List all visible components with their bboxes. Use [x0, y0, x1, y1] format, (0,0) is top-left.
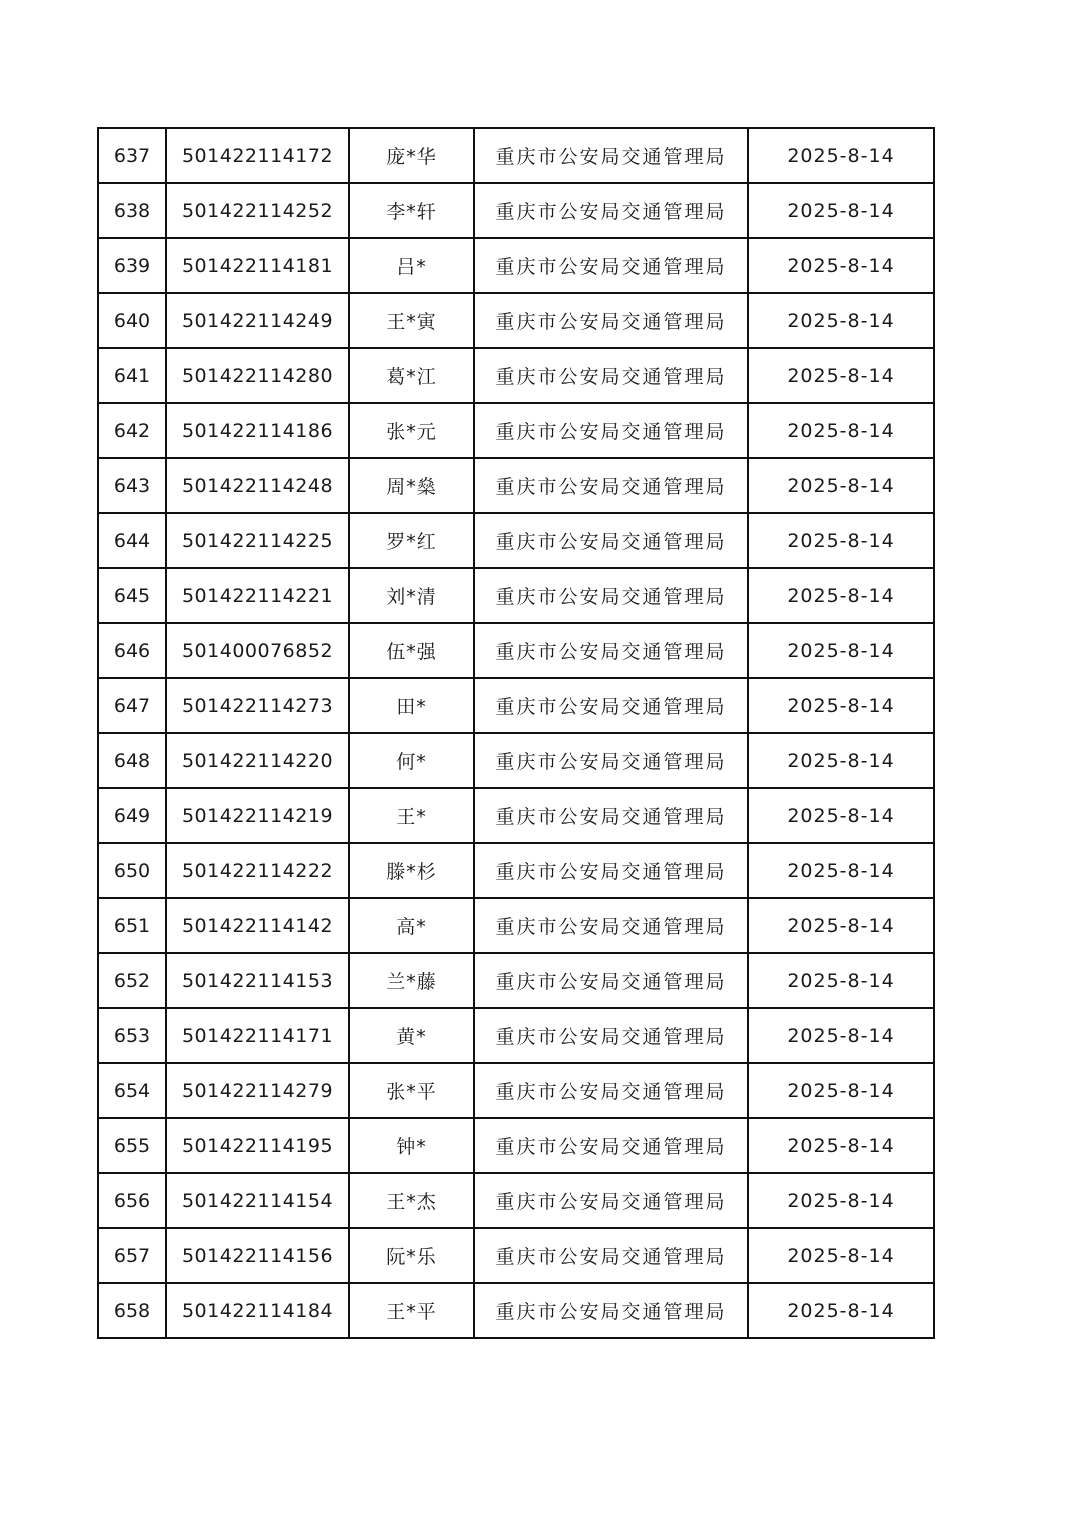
organization-cell: 重庆市公安局交通管理局: [474, 238, 748, 293]
table-row: [98, 238, 934, 293]
organization-cell: 重庆市公安局交通管理局: [474, 1228, 748, 1283]
row-number-cell: 658: [98, 1283, 166, 1338]
table-row: [98, 1173, 934, 1228]
record-id-cell: 501422114181: [166, 238, 349, 293]
table-row: [98, 1283, 934, 1338]
table-row: [98, 1063, 934, 1118]
name-cell: 兰*藤: [349, 953, 474, 1008]
organization-cell: 重庆市公安局交通管理局: [474, 1008, 748, 1063]
organization-cell: 重庆市公安局交通管理局: [474, 128, 748, 183]
organization-cell: 重庆市公安局交通管理局: [474, 183, 748, 238]
table-row: [98, 458, 934, 513]
table-row: [98, 898, 934, 953]
row-number-cell: 651: [98, 898, 166, 953]
table-row: [98, 843, 934, 898]
date-cell: 2025-8-14: [748, 183, 934, 238]
name-cell: 刘*清: [349, 568, 474, 623]
records-table-body: [98, 128, 934, 1338]
row-number-cell: 642: [98, 403, 166, 458]
name-cell: 阮*乐: [349, 1228, 474, 1283]
row-number-cell: 652: [98, 953, 166, 1008]
organization-cell: 重庆市公安局交通管理局: [474, 788, 748, 843]
name-cell: 周*燊: [349, 458, 474, 513]
name-cell: 黄*: [349, 1008, 474, 1063]
name-cell: 庞*华: [349, 128, 474, 183]
row-number-cell: 637: [98, 128, 166, 183]
date-cell: 2025-8-14: [748, 1228, 934, 1283]
organization-cell: 重庆市公安局交通管理局: [474, 953, 748, 1008]
table-row: [98, 953, 934, 1008]
record-id-cell: 501422114172: [166, 128, 349, 183]
row-number-cell: 656: [98, 1173, 166, 1228]
record-id-cell: 501422114220: [166, 733, 349, 788]
row-number-cell: 644: [98, 513, 166, 568]
name-cell: 田*: [349, 678, 474, 733]
table-row: [98, 128, 934, 183]
table-row: [98, 568, 934, 623]
row-number-cell: 638: [98, 183, 166, 238]
records-table: [97, 127, 935, 1339]
record-id-cell: 501422114154: [166, 1173, 349, 1228]
record-id-cell: 501422114252: [166, 183, 349, 238]
record-id-cell: 501422114222: [166, 843, 349, 898]
table-row: [98, 623, 934, 678]
row-number-cell: 653: [98, 1008, 166, 1063]
row-number-cell: 643: [98, 458, 166, 513]
organization-cell: 重庆市公安局交通管理局: [474, 1173, 748, 1228]
date-cell: 2025-8-14: [748, 458, 934, 513]
date-cell: 2025-8-14: [748, 843, 934, 898]
row-number-cell: 648: [98, 733, 166, 788]
name-cell: 张*元: [349, 403, 474, 458]
record-id-cell: 501422114142: [166, 898, 349, 953]
organization-cell: 重庆市公安局交通管理局: [474, 293, 748, 348]
name-cell: 李*轩: [349, 183, 474, 238]
organization-cell: 重庆市公安局交通管理局: [474, 1118, 748, 1173]
table-row: [98, 1118, 934, 1173]
date-cell: 2025-8-14: [748, 1283, 934, 1338]
date-cell: 2025-8-14: [748, 733, 934, 788]
date-cell: 2025-8-14: [748, 1118, 934, 1173]
date-cell: 2025-8-14: [748, 348, 934, 403]
organization-cell: 重庆市公安局交通管理局: [474, 403, 748, 458]
organization-cell: 重庆市公安局交通管理局: [474, 678, 748, 733]
table-row: [98, 788, 934, 843]
date-cell: 2025-8-14: [748, 513, 934, 568]
name-cell: 罗*红: [349, 513, 474, 568]
record-id-cell: 501422114225: [166, 513, 349, 568]
row-number-cell: 640: [98, 293, 166, 348]
organization-cell: 重庆市公安局交通管理局: [474, 513, 748, 568]
record-id-cell: 501422114153: [166, 953, 349, 1008]
date-cell: 2025-8-14: [748, 238, 934, 293]
name-cell: 葛*江: [349, 348, 474, 403]
row-number-cell: 647: [98, 678, 166, 733]
date-cell: 2025-8-14: [748, 128, 934, 183]
record-id-cell: 501422114195: [166, 1118, 349, 1173]
organization-cell: 重庆市公安局交通管理局: [474, 843, 748, 898]
record-id-cell: 501422114219: [166, 788, 349, 843]
organization-cell: 重庆市公安局交通管理局: [474, 458, 748, 513]
row-number-cell: 650: [98, 843, 166, 898]
table-row: [98, 678, 934, 733]
organization-cell: 重庆市公安局交通管理局: [474, 568, 748, 623]
record-id-cell: 501422114280: [166, 348, 349, 403]
organization-cell: 重庆市公安局交通管理局: [474, 348, 748, 403]
name-cell: 王*寅: [349, 293, 474, 348]
record-id-cell: 501400076852: [166, 623, 349, 678]
table-row: [98, 733, 934, 788]
table-row: [98, 348, 934, 403]
table-row: [98, 403, 934, 458]
date-cell: 2025-8-14: [748, 1008, 934, 1063]
name-cell: 王*杰: [349, 1173, 474, 1228]
table-row: [98, 1228, 934, 1283]
date-cell: 2025-8-14: [748, 1063, 934, 1118]
organization-cell: 重庆市公安局交通管理局: [474, 1283, 748, 1338]
record-id-cell: 501422114186: [166, 403, 349, 458]
record-id-cell: 501422114171: [166, 1008, 349, 1063]
name-cell: 张*平: [349, 1063, 474, 1118]
record-id-cell: 501422114221: [166, 568, 349, 623]
name-cell: 滕*杉: [349, 843, 474, 898]
name-cell: 高*: [349, 898, 474, 953]
name-cell: 伍*强: [349, 623, 474, 678]
organization-cell: 重庆市公安局交通管理局: [474, 1063, 748, 1118]
date-cell: 2025-8-14: [748, 898, 934, 953]
organization-cell: 重庆市公安局交通管理局: [474, 623, 748, 678]
record-id-cell: 501422114156: [166, 1228, 349, 1283]
row-number-cell: 639: [98, 238, 166, 293]
date-cell: 2025-8-14: [748, 953, 934, 1008]
record-id-cell: 501422114184: [166, 1283, 349, 1338]
row-number-cell: 646: [98, 623, 166, 678]
record-id-cell: 501422114273: [166, 678, 349, 733]
date-cell: 2025-8-14: [748, 678, 934, 733]
row-number-cell: 654: [98, 1063, 166, 1118]
table-row: [98, 513, 934, 568]
row-number-cell: 657: [98, 1228, 166, 1283]
table-row: [98, 1008, 934, 1063]
record-id-cell: 501422114248: [166, 458, 349, 513]
date-cell: 2025-8-14: [748, 623, 934, 678]
date-cell: 2025-8-14: [748, 293, 934, 348]
date-cell: 2025-8-14: [748, 788, 934, 843]
row-number-cell: 641: [98, 348, 166, 403]
date-cell: 2025-8-14: [748, 403, 934, 458]
record-id-cell: 501422114249: [166, 293, 349, 348]
record-id-cell: 501422114279: [166, 1063, 349, 1118]
organization-cell: 重庆市公安局交通管理局: [474, 733, 748, 788]
organization-cell: 重庆市公安局交通管理局: [474, 898, 748, 953]
name-cell: 王*平: [349, 1283, 474, 1338]
date-cell: 2025-8-14: [748, 568, 934, 623]
date-cell: 2025-8-14: [748, 1173, 934, 1228]
row-number-cell: 655: [98, 1118, 166, 1173]
name-cell: 钟*: [349, 1118, 474, 1173]
name-cell: 王*: [349, 788, 474, 843]
table-row: [98, 293, 934, 348]
name-cell: 何*: [349, 733, 474, 788]
name-cell: 吕*: [349, 238, 474, 293]
table-row: [98, 183, 934, 238]
row-number-cell: 645: [98, 568, 166, 623]
row-number-cell: 649: [98, 788, 166, 843]
